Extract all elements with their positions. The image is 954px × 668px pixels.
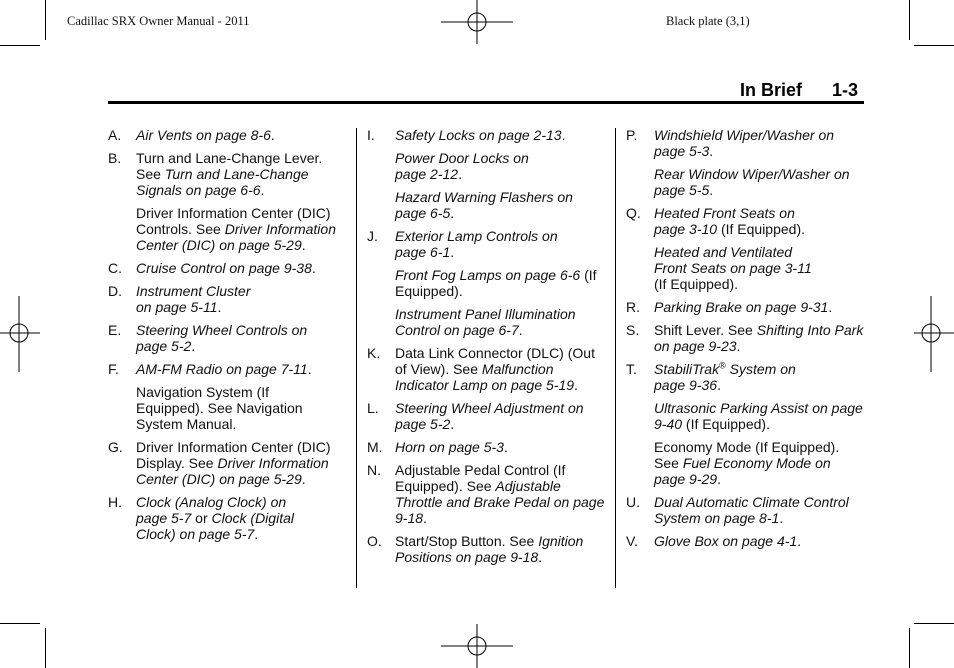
list-item <box>367 462 607 526</box>
item-letter: D. <box>108 283 122 299</box>
page-reference: Glove Box on page 4-1 <box>654 533 798 549</box>
page-reference: Dual Automatic Climate Control System on page 8-1 <box>654 494 849 526</box>
crop-mark-top-left-v <box>45 0 46 40</box>
list-item <box>367 439 607 455</box>
sub-item: Rear Window Wiper/Washer on page 5-5. <box>654 166 850 198</box>
item-text: Dual Automatic Climate Control System on page 8-1. <box>654 494 849 526</box>
page-reference: Power Door Locks on page 2-12 <box>395 150 529 182</box>
page-reference: Steering Wheel Adjustment on page 5-2 <box>395 400 584 432</box>
column-divider-2 <box>615 128 616 588</box>
page-reference: Shifting Into Park on page 9-23 <box>654 322 864 354</box>
list-item <box>626 322 866 354</box>
item-letter: A. <box>108 127 122 143</box>
item-letter: P. <box>626 127 638 143</box>
sub-item: Instrument Panel Illumination Control on page 6-7. <box>395 306 576 338</box>
item-letter: I. <box>367 127 375 143</box>
page-reference: Rear Window Wiper/Washer on page 5-5 <box>654 166 850 198</box>
page-reference: Ignition Positions on page 9-18 <box>395 533 584 565</box>
item-letter: C. <box>108 260 122 276</box>
list-item <box>367 127 607 143</box>
page-reference: Hazard Warning Flashers on page 6-5 <box>395 189 573 221</box>
item-text: Horn on page 5-3. <box>395 439 508 455</box>
item-text: Exterior Lamp Controls on page 6-1. <box>395 228 558 260</box>
sub-item: Economy Mode (If Equipped). See Fuel Economy Mode on page 9-29. <box>654 439 840 487</box>
crop-mark-bottom-right-v <box>909 628 910 668</box>
header-plate-info: Black plate (3,1) <box>666 14 750 28</box>
page-reference: Driver Information Center (DIC) on page 5-29 <box>136 221 336 253</box>
item-text: Steering Wheel Controls on page 5-2. <box>136 322 308 354</box>
list-item <box>626 361 866 393</box>
item-text: Adjustable Pedal Control (If Equipped). See Adjustable Throttle and Brake Pedal on page 9-18. <box>395 462 605 526</box>
sub-item: Heated and Ventilated Front Seats on page 3-11 (If Equipped). <box>654 244 812 292</box>
page-reference: Instrument Cluster on page 5-11 <box>136 283 251 315</box>
item-letter: V. <box>626 533 638 549</box>
page-reference: StabiliTrak <box>654 361 720 377</box>
crop-mark-top-right-h <box>914 45 954 46</box>
list-item <box>626 127 866 159</box>
crop-mark-top-left-h <box>0 45 40 46</box>
sub-item: Hazard Warning Flashers on page 6-5. <box>395 189 573 221</box>
sub-item: Ultrasonic Parking Assist on page 9-40 (If Equipped). <box>654 400 863 432</box>
registration-mark-bottom <box>437 622 517 668</box>
list-item <box>626 205 866 237</box>
list-item <box>626 299 866 315</box>
list-item <box>108 494 348 542</box>
page-reference: System on page 9-36 <box>654 361 796 393</box>
item-text: Clock (Analog Clock) on page 5-7 or Clock (Digital Clock) on page 5-7. <box>136 494 294 542</box>
page-reference: Heated and Ventilated Front Seats on page 3-11 <box>654 244 812 276</box>
list-item <box>367 228 607 260</box>
crop-mark-bottom-left-v <box>45 628 46 668</box>
list-item <box>108 283 348 315</box>
page-reference: Windshield Wiper/Washer on page 5-3 <box>654 127 835 159</box>
item-text: Glove Box on page 4-1. <box>654 533 802 549</box>
registration-mark-right <box>910 296 954 372</box>
item-letter: L. <box>367 400 379 416</box>
item-letter: O. <box>367 533 382 549</box>
item-text: Safety Locks on page 2-13. <box>395 127 566 143</box>
page-reference: Instrument Panel Illumination Control on page 6-7 <box>395 306 576 338</box>
page-reference: Air Vents on page 8-6 <box>136 127 271 143</box>
page-reference: Front Fog Lamps on page 6-6 <box>395 267 581 283</box>
item-text: StabiliTrak® System on page 9-36. <box>654 360 796 393</box>
page-reference: Heated Front Seats on page 3-10 <box>654 205 795 237</box>
list-item <box>367 533 607 565</box>
item-text: Steering Wheel Adjustment on page 5-2. <box>395 400 584 432</box>
item-letter: U. <box>626 494 640 510</box>
page-reference: AM-FM Radio on page 7-11 <box>136 361 308 377</box>
item-text: Heated Front Seats on page 3-10 (If Equipped). <box>654 205 805 237</box>
page-reference: Parking Brake on page 9-31 <box>654 299 829 315</box>
registration-mark-left <box>0 296 44 372</box>
sub-item: Driver Information Center (DIC) Controls. See Driver Information Center (DIC) on page 5-29. <box>136 205 336 253</box>
item-text: Driver Information Center (DIC) Display. See Driver Information Center (DIC) on page 5-29. <box>136 439 331 487</box>
page-reference: Cruise Control on page 9-38 <box>136 260 312 276</box>
page-number: 1-3 <box>832 80 859 100</box>
column-divider-1 <box>356 128 357 588</box>
page-reference: Clock (Analog Clock) on page 5-7 <box>136 494 287 526</box>
list-item <box>108 260 348 276</box>
list-item <box>108 439 348 487</box>
page-reference: Horn on page 5-3 <box>395 439 504 455</box>
item-text: Windshield Wiper/Washer on page 5-3. <box>654 127 835 159</box>
item-text: Start/Stop Button. See Ignition Positions on page 9-18. <box>395 533 584 565</box>
item-letter: K. <box>367 345 381 361</box>
item-letter: R. <box>626 299 640 315</box>
sub-item: Power Door Locks on page 2-12. <box>395 150 529 182</box>
item-letter: G. <box>108 439 123 455</box>
item-letter: H. <box>108 494 122 510</box>
sub-item: Front Fog Lamps on page 6-6 (If Equipped). <box>395 267 597 299</box>
list-item <box>626 494 866 526</box>
item-text: Air Vents on page 8-6. <box>136 127 275 143</box>
registered-mark: ® <box>719 360 726 371</box>
list-item <box>108 361 348 377</box>
page-reference: Malfunction Indicator Lamp on page 5-19 <box>395 361 575 393</box>
crop-mark-top-right-v <box>909 0 910 40</box>
list-item <box>367 400 607 432</box>
item-text: AM-FM Radio on page 7-11. <box>136 361 312 377</box>
page-reference: Driver Information Center (DIC) on page 5-29 <box>136 455 329 487</box>
crop-mark-bottom-right-h <box>914 623 954 624</box>
section-heading <box>740 80 858 101</box>
item-letter: Q. <box>626 205 641 221</box>
list-item <box>626 533 866 549</box>
header-manual-title: Cadillac SRX Owner Manual - 2011 <box>67 14 250 28</box>
sub-item: Navigation System (If Equipped). See Navigation System Manual. <box>136 384 303 432</box>
page-reference: Safety Locks on page 2-13 <box>395 127 562 143</box>
item-text: Parking Brake on page 9-31. <box>654 299 833 315</box>
page-reference: Steering Wheel Controls on page 5-2 <box>136 322 308 354</box>
item-letter: E. <box>108 322 122 338</box>
item-text: Data Link Connector (DLC) (Out of View). See Malfunction Indicator Lamp on page 5-19. <box>395 345 595 393</box>
column-2 <box>367 127 607 572</box>
item-text: Shift Lever. See Shifting Into Park on page 9-23. <box>654 322 864 354</box>
page-reference: Ultrasonic Parking Assist on page 9-40 <box>654 400 863 432</box>
list-item <box>108 150 348 198</box>
item-text: Instrument Cluster on page 5-11. <box>136 283 251 315</box>
heading-rule <box>108 101 864 104</box>
item-text: Cruise Control on page 9-38. <box>136 260 316 276</box>
item-letter: B. <box>108 150 122 166</box>
item-letter: M. <box>367 439 383 455</box>
section-title: In Brief <box>740 80 803 100</box>
item-letter: T. <box>626 361 637 377</box>
page-reference: Turn and Lane-Change Signals on page 6-6 <box>136 166 309 198</box>
registration-mark-top <box>437 0 517 46</box>
page-reference: Fuel Economy Mode on page 9-29 <box>654 455 831 487</box>
page-reference: Clock (Digital Clock) on page 5-7 <box>136 510 294 542</box>
list-item <box>108 322 348 354</box>
item-letter: J. <box>367 228 378 244</box>
item-text: Turn and Lane-Change Lever. See Turn and Lane-Change Signals on page 6-6. <box>136 150 323 198</box>
column-1 <box>108 127 348 549</box>
page-reference: Adjustable Throttle and Brake Pedal on page 9-18 <box>395 478 605 526</box>
list-item <box>367 345 607 393</box>
column-3 <box>626 127 866 556</box>
page-reference: Exterior Lamp Controls on page 6-1 <box>395 228 558 260</box>
item-letter: N. <box>367 462 381 478</box>
crop-mark-bottom-left-h <box>0 623 40 624</box>
list-item <box>108 127 348 143</box>
item-letter: S. <box>626 322 640 338</box>
item-letter: F. <box>108 361 119 377</box>
